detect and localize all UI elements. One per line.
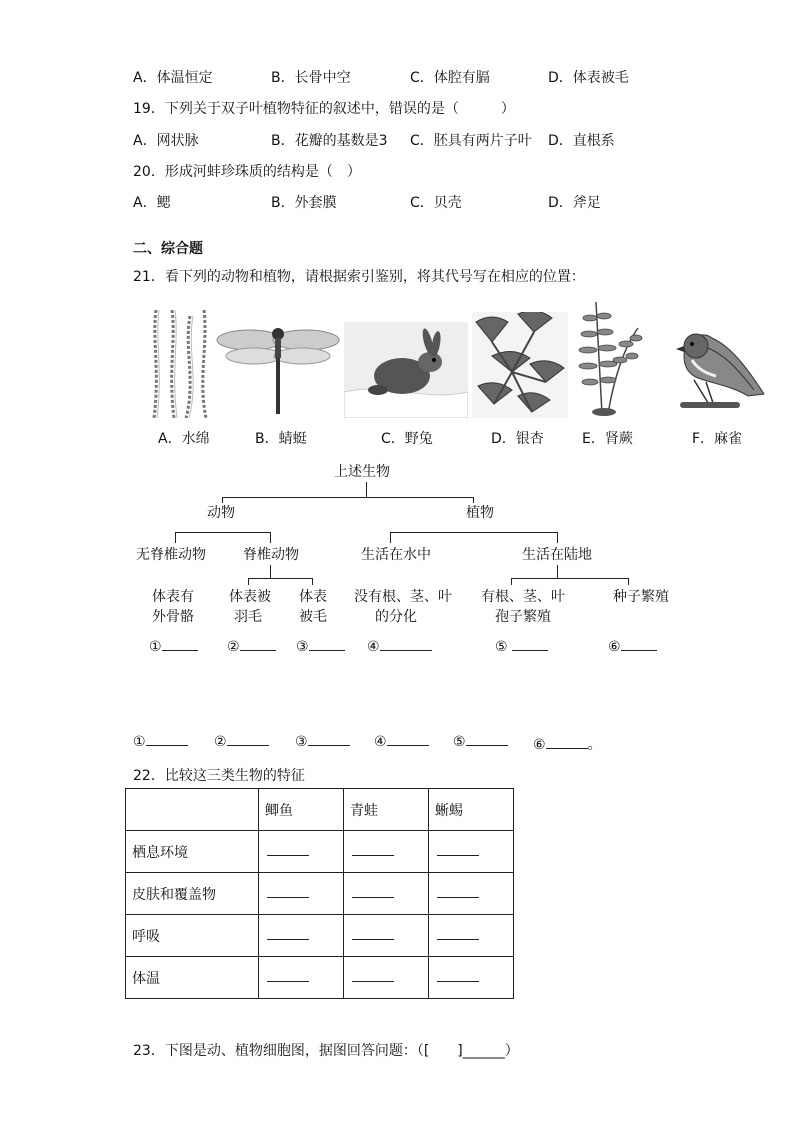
answer-cell[interactable]: [429, 831, 514, 873]
sparrow-image: [654, 316, 770, 412]
tree-leaf5-a: 有根、茎、叶: [481, 589, 565, 605]
answer-cell[interactable]: [344, 873, 429, 915]
caption-e: E．肾蕨: [582, 431, 633, 447]
tree-leaf2-b: 羽毛: [234, 609, 262, 625]
ginkgo-image: [472, 312, 568, 418]
tree-blank-1[interactable]: ①: [149, 639, 198, 655]
caption-b: B．蜻蜓: [255, 431, 307, 447]
section-title: 二、综合题: [133, 241, 203, 257]
tree-leaf5-b: 孢子繁殖: [495, 609, 551, 625]
q18-option-b: B．长骨中空: [271, 70, 351, 86]
tree-blank-3[interactable]: ③: [296, 639, 345, 655]
caption-c: C．野兔: [381, 431, 433, 447]
answer-blank-2[interactable]: ②: [214, 734, 269, 750]
table-row: [126, 831, 514, 873]
table-header-lizard: 蜥蜴: [429, 789, 514, 831]
table-corner: [126, 789, 259, 831]
tree-blank-5[interactable]: ⑤: [495, 639, 548, 655]
answer-blank-6[interactable]: ⑥ 。: [533, 737, 602, 753]
answer-blank-1[interactable]: ①: [133, 734, 188, 750]
q22-stem: 22．比较这三类生物的特征: [133, 768, 305, 784]
row-label: 体温: [126, 957, 259, 999]
tree-invertebrate: 无脊椎动物: [136, 547, 206, 563]
q18-option-a: A．体温恒定: [133, 70, 213, 86]
q18-option-d: D．体表被毛: [548, 70, 629, 86]
row-label: 呼吸: [126, 915, 259, 957]
tree-blank-6[interactable]: ⑥: [608, 639, 657, 655]
table-row: [126, 915, 514, 957]
answer-cell[interactable]: [259, 831, 344, 873]
fern-image: [574, 298, 646, 418]
q23-stem: 23．下图是动、植物细胞图，据图回答问题：（[ ]______）: [133, 1043, 519, 1059]
answer-blank-4[interactable]: ④: [374, 734, 429, 750]
answer-cell[interactable]: [259, 957, 344, 999]
q19-option-d: D．直根系: [548, 133, 615, 149]
comparison-table: [125, 788, 514, 999]
tree-leaf3-a: 体表: [299, 589, 327, 605]
dragonfly-image: [216, 318, 340, 416]
table-header-crucian: 鲫鱼: [259, 789, 344, 831]
hare-image: [344, 322, 468, 418]
tree-leaf4-a: 没有根、茎、叶: [354, 589, 452, 605]
q18-option-c: C．体腔有膈: [410, 70, 490, 86]
answer-cell[interactable]: [429, 915, 514, 957]
q19-option-a: A．网状脉: [133, 133, 199, 149]
q20-option-a: A．鳃: [133, 195, 171, 211]
q20-option-c: C．贝壳: [410, 195, 462, 211]
answer-blank-5[interactable]: ⑤: [453, 734, 508, 750]
answer-blank-3[interactable]: ③: [295, 734, 350, 750]
tree-leaf1-b: 外骨骼: [152, 609, 194, 625]
q20-stem: 20．形成河蚌珍珠质的结构是（ ）: [133, 164, 361, 180]
answer-cell[interactable]: [259, 915, 344, 957]
q19-option-c: C．胚具有两片子叶: [410, 133, 532, 149]
caption-d: D．银杏: [491, 431, 544, 447]
tree-plant: 植物: [466, 505, 494, 521]
tree-blank-4[interactable]: ④: [367, 639, 432, 655]
answer-cell[interactable]: [344, 957, 429, 999]
q21-stem: 21．看下列的动物和植物，请根据索引鉴别，将其代号写在相应的位置：: [133, 269, 585, 285]
q19-stem: 19．下列关于双子叶植物特征的叙述中，错误的是（ ）: [133, 101, 515, 117]
tree-leaf2-a: 体表被: [229, 589, 271, 605]
answer-cell[interactable]: [429, 957, 514, 999]
spirogyra-image: [146, 310, 212, 418]
tree-water: 生活在水中: [361, 547, 431, 563]
tree-leaf1-a: 体表有: [152, 589, 194, 605]
tree-animal: 动物: [207, 505, 235, 521]
tree-vertebrate: 脊椎动物: [243, 547, 299, 563]
table-row: [126, 873, 514, 915]
tree-root: 上述生物: [334, 464, 390, 480]
answer-cell[interactable]: [344, 831, 429, 873]
tree-leaf4-b: 的分化: [375, 609, 417, 625]
table-header-row: [126, 789, 514, 831]
table-row: [126, 957, 514, 999]
answer-cell[interactable]: [259, 873, 344, 915]
q19-option-b: B．花瓣的基数是3: [271, 133, 388, 149]
answer-cell[interactable]: [429, 873, 514, 915]
tree-blank-2[interactable]: ②: [227, 639, 276, 655]
caption-f: F．麻雀: [692, 431, 743, 447]
q20-option-b: B．外套膜: [271, 195, 337, 211]
row-label: 皮肤和覆盖物: [126, 873, 259, 915]
q20-option-d: D．斧足: [548, 195, 601, 211]
tree-leaf6: 种子繁殖: [613, 589, 669, 605]
tree-leaf3-b: 被毛: [299, 609, 327, 625]
table-header-frog: 青蛙: [344, 789, 429, 831]
tree-land: 生活在陆地: [522, 547, 592, 563]
row-label: 栖息环境: [126, 831, 259, 873]
caption-a: A．水绵: [158, 431, 210, 447]
answer-cell[interactable]: [344, 915, 429, 957]
